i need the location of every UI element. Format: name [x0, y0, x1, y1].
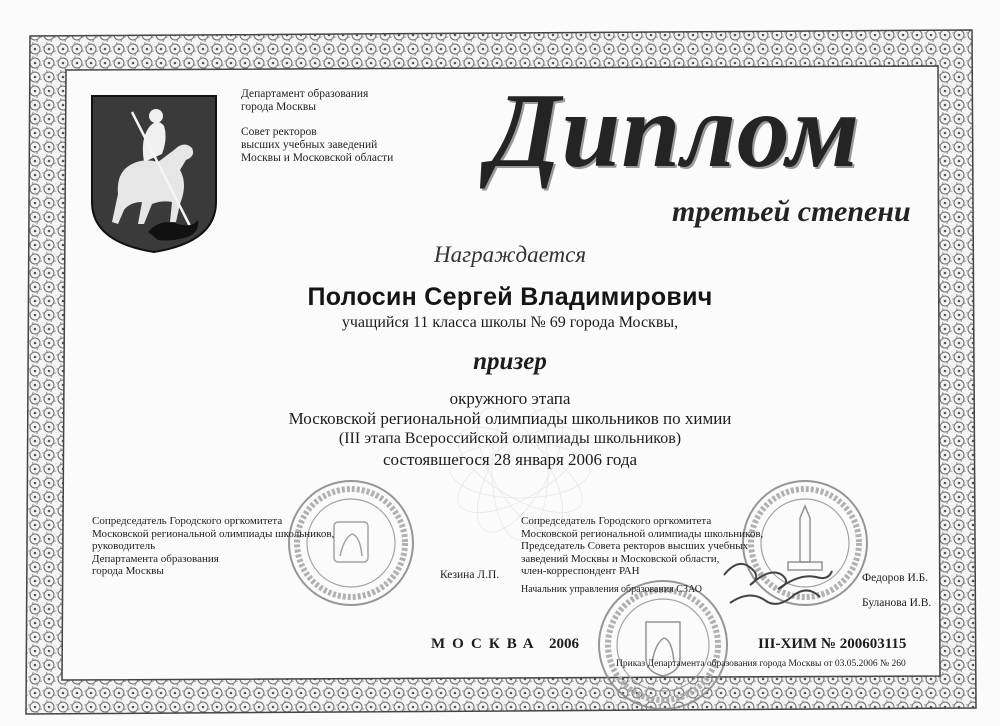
signatory-line: города Москвы [92, 565, 164, 577]
council-line: высших учебных заведений [241, 139, 378, 151]
dept-line: Департамент образования [241, 88, 369, 100]
olympiad-stage: окружного этапа [449, 389, 571, 408]
issuer-block [241, 88, 393, 165]
diploma-number: III-ХИМ № 200603115 [758, 636, 907, 652]
council-line: Совет ректоров [241, 126, 317, 138]
diploma-degree: третьей степени [672, 195, 911, 228]
signatory-line: Председатель Совета ректоров высших учебных [521, 540, 749, 552]
right-signatory-title [521, 515, 763, 578]
district-chief-name: Буланова И.В. [862, 597, 932, 609]
district-chief-title: Начальник управления образования СЗАО [521, 584, 702, 595]
recipient-school: учащийся 11 класса школы № 69 города Москвы, [341, 314, 679, 331]
council-line: Москвы и Московской области [241, 152, 394, 164]
signatory-line: Департамента образования [92, 552, 219, 565]
olympiad-name: Московской региональной олимпиады школьников по химии [288, 409, 732, 428]
official-stamp-icon [596, 578, 730, 712]
issue-city: МОСКВА [431, 636, 541, 652]
order-reference: Приказ Департамента образования города Москвы от 03.05.2006 № 260 [616, 659, 906, 669]
signatory-line: заведений Москвы и Московской области, [521, 552, 720, 565]
recipient-name: Полосин Сергей Владимирович [307, 283, 713, 311]
signatory-line: Сопредседатель Городского оргкомитета [92, 515, 283, 527]
diploma-title: Диплом [488, 72, 861, 189]
signatory-line: Московской региональной олимпиады школьников, [521, 527, 764, 540]
olympiad-level: (III этапа Всероссийской олимпиады школьников) [338, 430, 682, 447]
right-signatory-name: Федоров И.Б. [862, 572, 929, 584]
moscow-coat-of-arms-icon [88, 92, 220, 254]
olympiad-date: состоявшегося 28 января 2006 года [382, 450, 638, 469]
left-signatory-name: Кезина Л.П. [440, 569, 500, 581]
award-status: призер [473, 348, 547, 375]
dept-line: города Москвы [241, 101, 317, 113]
signatory-line: член-корреспондент РАН [521, 565, 640, 577]
left-signatory-title [92, 515, 334, 578]
awarded-label: Награждается [433, 242, 587, 267]
issue-year: 2006 [549, 636, 579, 652]
signatory-line: Московской региональной олимпиады школьников, [92, 527, 335, 540]
signatory-line: руководитель [92, 540, 156, 552]
signatory-line: Сопредседатель Городского оргкомитета [521, 515, 712, 527]
